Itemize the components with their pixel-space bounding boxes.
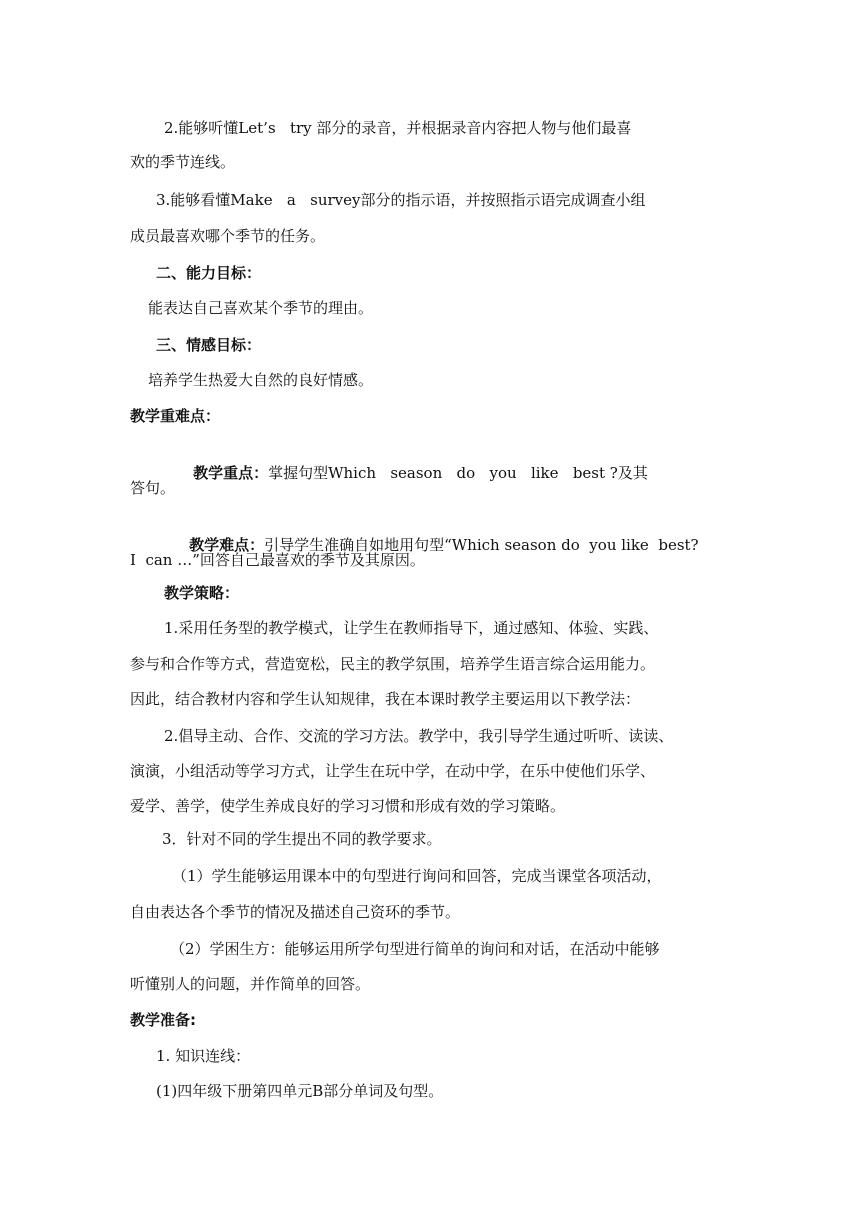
- strategy-1-line3: 因此，结合教材内容和学生认知规律，我在本课时教学主要运用以下教学法：: [130, 690, 641, 708]
- emotion-heading: 三、情感目标：: [156, 336, 262, 354]
- objective-2-line1: 2.能够听懂Let’s try 部分的录音，并根据录音内容把人物与他们最喜: [164, 119, 632, 137]
- strategy-2-line3: 爱学、善学，使学生养成良好的学习习惯和形成有效的学习策略。: [130, 797, 566, 815]
- difficult-point-text: 引导学生准确自如地用句型“Which season do you like best?: [264, 536, 699, 554]
- objective-3-line1: 3.能够看懂Make a survey部分的指示语，并按照指示语完成调查小组: [156, 191, 646, 209]
- key-point-line1: [174, 443, 648, 503]
- requirement-1-line2: 自由表达各个季节的情况及描述自己资环的季节。: [130, 903, 461, 921]
- difficult-point-label: 教学难点：: [189, 536, 265, 554]
- strategy-heading: 教学策略：: [164, 584, 240, 602]
- requirement-2-line2: 听懂别人的问题，并作简单的回答。: [130, 975, 371, 993]
- knowledge-item-1: (1)四年级下册第四单元B部分单词及句型。: [156, 1082, 444, 1100]
- key-point-line2: 答句。: [130, 479, 176, 497]
- strategy-1-line2: 参与和合作等方式，营造宽松，民主的教学氛围，培养学生语言综合运用能力。: [130, 655, 656, 673]
- requirement-2-line1: （2）学困生方：能够运用所学句型进行简单的询问和对话，在活动中能够: [170, 940, 660, 958]
- emotion-text: 培养学生热爱大自然的良好情感。: [148, 371, 374, 389]
- knowledge-link: 1. 知识连线：: [156, 1047, 251, 1065]
- difficult-point-line2: I can …”回答自己最喜欢的季节及其原因。: [130, 551, 425, 569]
- strategy-2-line1: 2.倡导主动、合作、交流的学习方法。教学中，我引导学生通过听听、读读、: [164, 727, 674, 745]
- strategy-3-line: 3．针对不同的学生提出不同的教学要求。: [162, 830, 442, 848]
- ability-text: 能表达自己喜欢某个季节的理由。: [148, 299, 374, 317]
- objective-3-line2: 成员最喜欢哪个季节的任务。: [130, 227, 326, 245]
- requirement-1-line1: （1）学生能够运用课本中的句型进行询问和回答，完成当课堂各项活动，: [172, 867, 662, 885]
- ability-heading: 二、能力目标：: [156, 264, 262, 282]
- objective-2-line2: 欢的季节连线。: [130, 153, 236, 171]
- preparation-heading: 教学准备:: [130, 1011, 196, 1029]
- key-point-label: 教学重点：: [193, 464, 269, 482]
- strategy-1-line1: 1.采用任务型的教学模式，让学生在教师指导下，通过感知、体验、实践、: [164, 619, 659, 637]
- strategy-2-line2: 演演，小组活动等学习方式，让学生在玩中学，在动中学，在乐中使他们乐学、: [130, 762, 656, 780]
- key-point-text: 掌握句型Which season do you like best ?及其: [268, 464, 648, 482]
- key-difficult-heading: 教学重难点：: [130, 407, 221, 425]
